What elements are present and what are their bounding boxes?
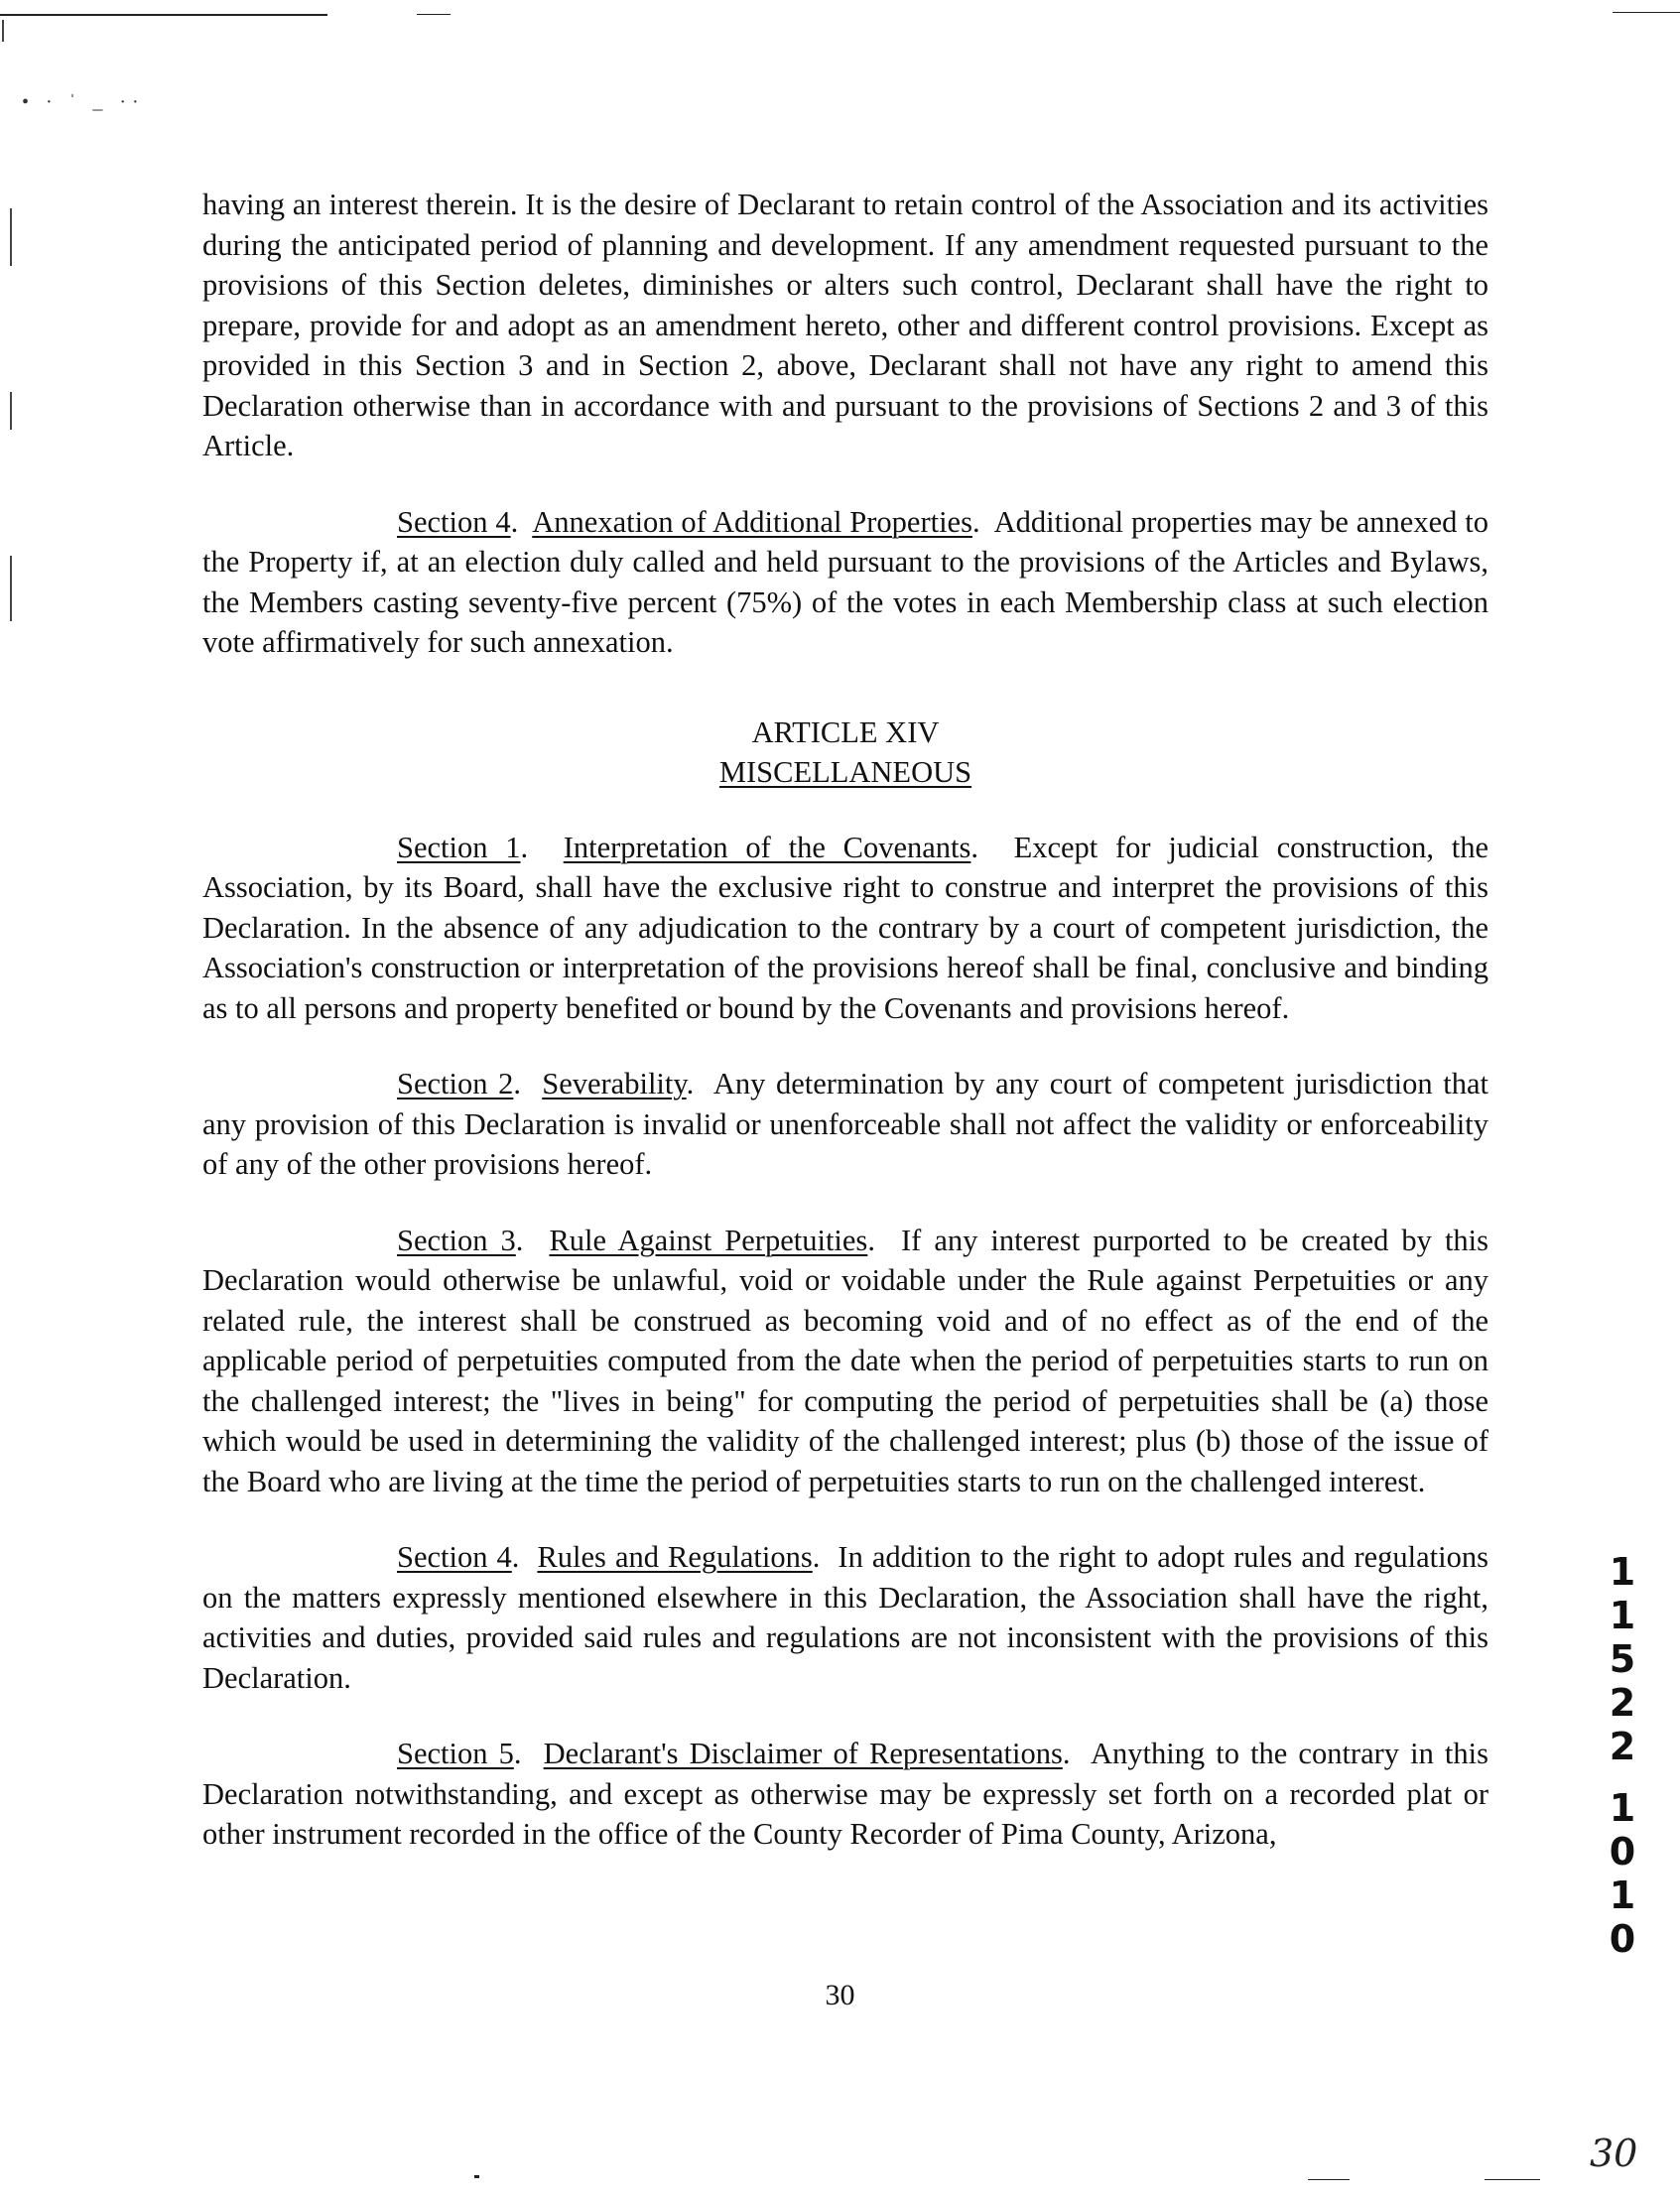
scan-bottom-rule [1485, 2179, 1540, 2180]
section-title: Declarant's Disclaimer of Representations [543, 1737, 1063, 1770]
article-number: ARTICLE XIV [751, 714, 940, 749]
intro-paragraph: having an interest therein. It is the desire of Declarant to retain control of the Association and its activities during the anticipated period of planning and development. If any amendment requested pursuant to the provisions of this Section deletes, diminishes or alters such control, Declarant shall have the right to prepare, provide for and adopt as an amendment hereto, other and different control provisions. Except as provided in this Section 3 and in Section 2, above, Declarant shall not have any right to amend this Declaration otherwise than in accordance with and pursuant to the provisions of Sections 2 and 3 of this Article. [202, 188, 1488, 462]
section-label: Section 4 [397, 504, 511, 539]
section-title: Severability [542, 1067, 687, 1100]
scan-edge-mark [10, 392, 12, 430]
section-text: Additional properties may be annexed to the Property if, at an election duly called and held pursuant to the provisions of the Articles and Bylaws, the Members casting seventy-five percent (75%) of the votes in each Membership class at such election vote affirmatively for such annexation. [202, 504, 1488, 659]
section-title: Rules and Regulations [537, 1540, 813, 1574]
section-title: Rule Against Perpetuities [549, 1223, 868, 1257]
article-heading [202, 712, 1488, 792]
section-4-paragraph: Section 4. Rules and Regulations. In addition to the right to adopt rules and regulations on the matters expressly mentioned elsewhere in this Declaration, the Association shall have the right, activities and duties, provided said rules and regulations are not inconsistent with the provisions of this Declaration. [202, 1540, 1488, 1695]
article-title: MISCELLANEOUS [718, 754, 972, 789]
recording-digit: 1 [1609, 1874, 1636, 1917]
scan-edge-mark [10, 556, 12, 621]
handwritten-page-note: 30 [1590, 2132, 1638, 2175]
section-1-paragraph: Section 1. Interpretation of the Covenants. Except for judicial construction, the Association, by its Board, shall have the exclusive right to construe and interpret the provisions of this Declaration. In the absence of any adjudication to the contrary by a court of competent jurisdiction, the Association's construction or interpretation of the provisions hereof shall be final, conclusive and binding as to all persons and property benefited or bound by the Covenants and provisions hereof. [202, 830, 1489, 1025]
recording-digit: 1 [1609, 1594, 1636, 1637]
recording-digit: 5 [1609, 1637, 1636, 1681]
section-text: Any determination by any court of competent jurisdiction that any provision of this Declaration is invalid or unenforceable shall not affect the validity or enforceability of any of the other provisions hereof. [202, 1067, 1488, 1181]
scan-top-rule-short [417, 14, 451, 15]
section-label: Section 1 [397, 830, 521, 864]
recording-digit: 1 [1609, 1550, 1636, 1594]
section-title: Annexation of Additional Properties [532, 504, 972, 539]
document-body [202, 185, 1488, 1855]
section-label: Section 3 [397, 1223, 516, 1257]
section-3-paragraph: Section 3. Rule Against Perpetuities. If any interest purported to be created by this Declaration would otherwise be unlawful, void or voidable under the Rule against Perpetuities or any related rule, the interest shall be construed as becoming void and of no effect as of the end of the applicable period of perpetuities computed from the date when the period of perpetuities starts to run on the challenged interest; the "lives in being" for computing the period of perpetuities shall be (a) those which would be used in determining the validity of the challenged interest; plus (b) those of the issue of the Board who are living at the time the period of perpetuities starts to run on the challenged interest. [202, 1223, 1489, 1498]
recording-digit: 1 [1609, 1786, 1636, 1830]
recording-digit: 0 [1609, 1830, 1636, 1874]
section-label: Section 2 [397, 1067, 514, 1100]
scan-bottom-rule [1308, 2179, 1350, 2180]
section-label: Section 5 [397, 1737, 514, 1770]
section-text: Except for judicial construction, the Association, by its Board, shall have the exclusive right to construe and interpret the provisions of this Declaration. In the absence of any adjudication to the contrary by a court of competent jurisdiction, the Association's construction or interpretation of the provisions hereof shall be final, conclusive and binding as to all persons and property benefited or bound by the Covenants and provisions hereof. [202, 830, 1489, 1025]
scan-top-rule-left [0, 14, 327, 16]
scan-edge-mark [2, 20, 4, 42]
annexation-paragraph: Section 4. Annexation of Additional Properties. Additional properties may be annexed to the Property if, at an election duly called and held pursuant to the provisions of the Articles and Bylaws, the Members casting seventy-five percent (75%) of the votes in each Membership class at such election vote affirmatively for such annexation. [202, 504, 1488, 659]
section-5-paragraph: Section 5. Declarant's Disclaimer of Representations. Anything to the contrary in this Declaration notwithstanding, and except as otherwise may be expressly set forth on a recorded plat or other instrument recorded in the office of the County Recorder of Pima County, Arizona, [202, 1737, 1488, 1851]
recording-number-stamp [1602, 1550, 1643, 1961]
section-text: If any interest purported to be created by this Declaration would otherwise be unlawful, void or voidable under the Rule against Perpetuities or any related rule, the interest shall be construed as becoming void and of no effect as of the end of the applicable period of perpetuities computed from the date when the period of perpetuities starts to run on the challenged interest; the "lives in being" for computing the period of perpetuities shall be (a) those which would be used in determining the validity of the challenged interest; plus (b) those of the issue of the Board who are living at the time the period of perpetuities starts to run on the challenged interest. [202, 1223, 1489, 1498]
recording-digit: 0 [1609, 1917, 1636, 1961]
recording-digit: 2 [1609, 1681, 1636, 1725]
section-label: Section 4 [397, 1540, 512, 1574]
scan-top-rule-right [1613, 12, 1680, 13]
section-text: In addition to the right to adopt rules and regulations on the matters expressly mentioned elsewhere in this Declaration, the Association shall have the right, activities and duties, provided said rules and regulations are not inconsistent with the provisions of this Declaration. [202, 1540, 1488, 1695]
section-title: Interpretation of the Covenants [563, 830, 971, 864]
section-2-paragraph: Section 2. Severability. Any determination by any court of competent jurisdiction that any provision of this Declaration is invalid or unenforceable shall not affect the validity or enforceability of any of the other provisions hereof. [202, 1067, 1488, 1181]
section-text: Anything to the contrary in this Declaration notwithstanding, and except as otherwise may be expressly set forth on a recorded plat or other instrument recorded in the office of the County Recorder of Pima County, Arizona, [202, 1737, 1488, 1851]
scan-specks: • · ˈ _ ·· [22, 91, 145, 113]
scan-edge-mark [10, 208, 12, 266]
page-number: 30 [825, 1979, 855, 2011]
scan-bottom-mark [474, 2175, 479, 2178]
recording-digit: 2 [1609, 1725, 1636, 1768]
